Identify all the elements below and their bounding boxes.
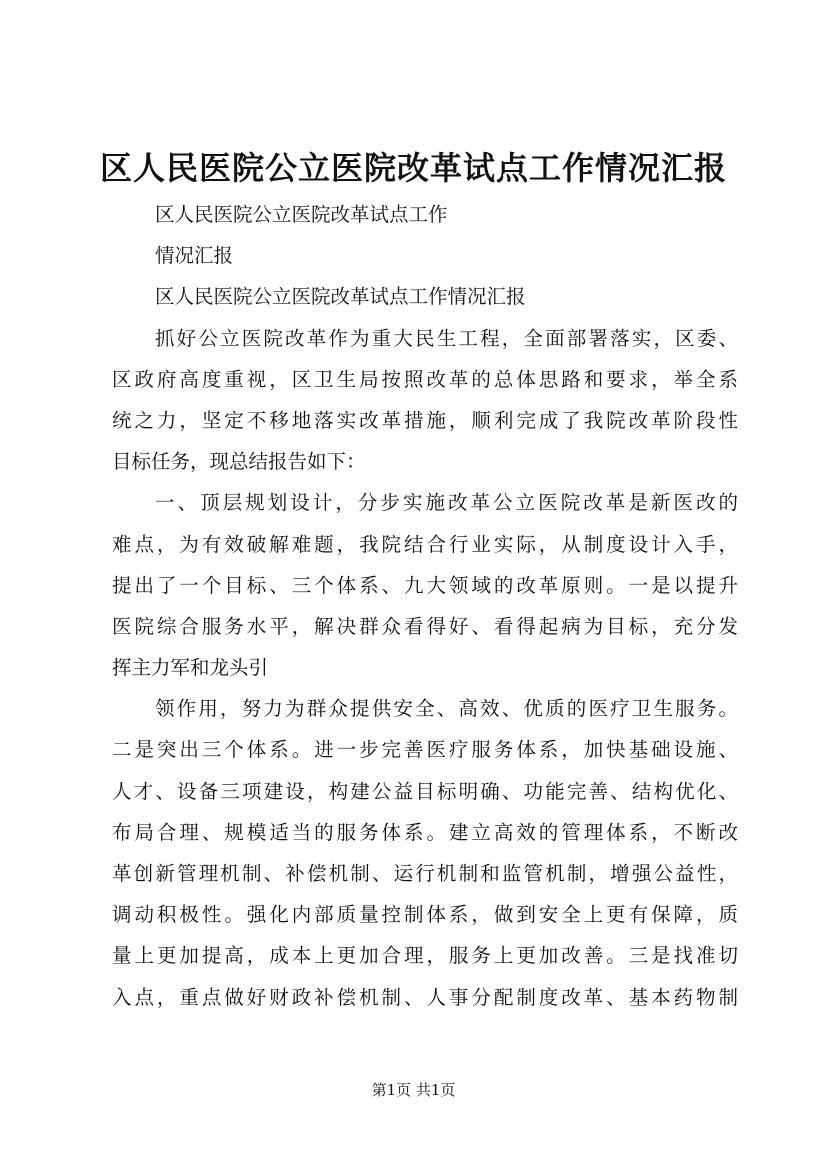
text-line: 挥主力军和龙头引 [112, 656, 269, 680]
text-line: 布局合理、规模适当的服务体系。建立高效的管理体系，不断改 [112, 820, 738, 844]
text-line: 调动积极性。强化内部质量控制体系，做到安全上更有保障，质 [112, 903, 738, 927]
text-line: 提出了一个目标、三个体系、九大领域的改革原则。一是以提升 [112, 573, 738, 597]
text-line: 难点，为有效破解难题，我院结合行业实际，从制度设计入手， [112, 532, 738, 556]
text-line: 抓好公立医院改革作为重大民生工程，全面部署落实，区委、 [155, 326, 738, 350]
text-line: 区人民医院公立医院改革试点工作情况汇报 [155, 285, 526, 309]
text-line: 人才、设备三项建设，构建公益目标明确、功能完善、结构优化、 [112, 779, 738, 803]
text-line: 一、顶层规划设计，分步实施改革公立医院改革是新医改的 [155, 491, 738, 515]
text-line: 医院综合服务水平，解决群众看得好、看得起病为目标，充分发 [112, 614, 738, 638]
page-footer: 第1页 共1页 [371, 1081, 456, 1099]
text-line: 目标任务，现总结报告如下： [112, 450, 366, 474]
text-line: 二是突出三个体系。进一步完善医疗服务体系，加快基础设施、 [112, 738, 738, 762]
document-body [112, 194, 738, 1018]
text-line: 量上更加提高，成本上更加合理，服务上更加改善。三是找准切 [112, 944, 738, 968]
text-line: 领作用，努力为群众提供安全、高效、优质的医疗卫生服务。 [155, 697, 738, 721]
document-title: 区人民医院公立医院改革试点工作情况汇报 [99, 149, 727, 187]
text-line: 入点，重点做好财政补偿机制、人事分配制度改革、基本药物制 [112, 985, 738, 1009]
text-line: 区人民医院公立医院改革试点工作 [155, 203, 448, 226]
text-line: 统之力，坚定不移地落实改革措施，顺利完成了我院改革阶段性 [112, 408, 738, 432]
text-line: 革创新管理机制、补偿机制、运行机制和监管机制，增强公益性， [112, 862, 738, 885]
text-line: 区政府高度重视，区卫生局按照改革的总体思路和要求，举全系 [112, 367, 738, 391]
text-line: 情况汇报 [155, 244, 234, 268]
